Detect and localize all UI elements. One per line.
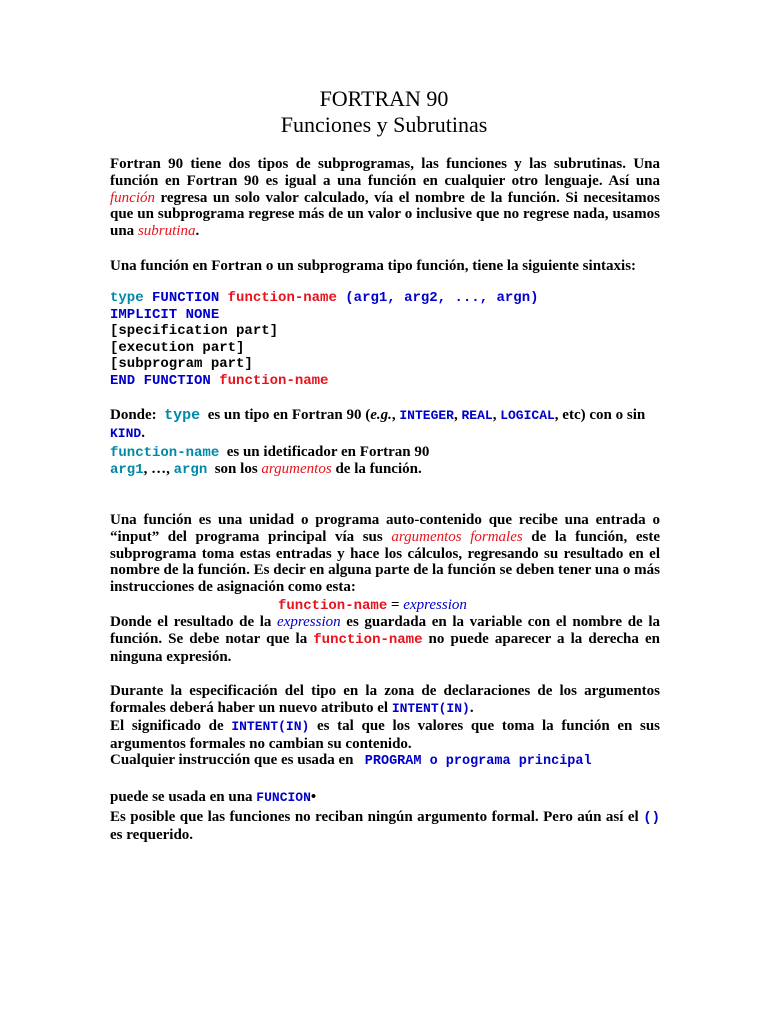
function-name-desc: function-name es un idetificador en Fortran 90	[110, 444, 430, 461]
code-block	[110, 290, 660, 390]
code-function-kw: FUNCTION	[152, 290, 220, 306]
funcion-line: puede se usada en una FUNCION•	[110, 789, 317, 805]
code-subprog-part: [subprogram part]	[110, 356, 253, 373]
intro-paragraph: Fortran 90 tiene dos tipos de subprogramas, las funciones y las subrutinas. Una función en Fortran 90 es igual a una función en cualquier otro lenguaje. Así una función regresa un solo valor calculado, vía el nombre de la función. Si necesitamos que un subprograma regrese más de un valor o inclusive que no regrese nada, usamos una subrutina.	[110, 156, 660, 240]
code-args: (arg1, arg2, ..., argn)	[345, 290, 539, 306]
program-line: Cualquier instrucción que es usada en PROGRAM o programa principal	[110, 752, 592, 769]
intent-meaning-paragraph: El significado de INTENT(IN) es tal que los valores que toma la función en sus argumentos formales no cambian su contenido.	[110, 718, 660, 752]
code-type: type	[110, 290, 144, 306]
unit-paragraph: Una función es una unidad o programa auto-contenido que recibe una entrada o “input” del programa principal vía sus argumentos formales de la función, este subprograma toma estas entradas y hace los cálculos, regresando su resultado en el nombre de la función. Es decir en alguna parte de la función se deben tener una o más instrucciones de asignación como esta:	[110, 512, 660, 596]
argumentos-term: argumentos	[261, 461, 332, 477]
no-args-paragraph: Es posible que las funciones no reciban ningún argumento formal. Pero aún así el () es requerido.	[110, 809, 660, 843]
doc-title: FORTRAN 90	[319, 86, 449, 111]
syntax-intro: Una función en Fortran o un subprograma tipo función, tiene la siguiente sintaxis:	[110, 258, 637, 274]
funcion-term: función	[110, 189, 155, 206]
donde-paragraph: Donde: type es un tipo en Fortran 90 (e.g., INTEGER, REAL, LOGICAL, etc) con o sin KIND.	[110, 407, 646, 441]
assignment-line: function-name = expression	[278, 597, 467, 614]
code-function-name: function-name	[227, 290, 337, 306]
code-end-function: END FUNCTION	[110, 372, 211, 389]
subrutina-term: subrutina	[137, 223, 196, 240]
code-exec-part: [execution part]	[110, 339, 245, 356]
argumentos-formales-term: argumentos formales	[391, 528, 523, 545]
bullet-dot: •	[310, 789, 317, 805]
result-paragraph: Donde el resultado de la expression es guardada en la variable con el nombre de la función. Se debe notar que la function-name no puede aparecer a la derecha en ninguna expresión.	[110, 614, 660, 665]
code-spec-part: [specification part]	[110, 323, 279, 340]
doc-subtitle: Funciones y Subrutinas	[280, 112, 488, 137]
intent-paragraph: Durante la especificación del tipo en la zona de declaraciones de los argumentos formales deberá haber un nuevo atributo el INTENT(IN).	[110, 683, 660, 716]
code-implicit-none: IMPLICIT NONE	[110, 306, 220, 323]
code-end-name: function-name	[219, 372, 329, 389]
args-desc: arg1, …, argn son los argumentos de la función.	[110, 461, 422, 478]
